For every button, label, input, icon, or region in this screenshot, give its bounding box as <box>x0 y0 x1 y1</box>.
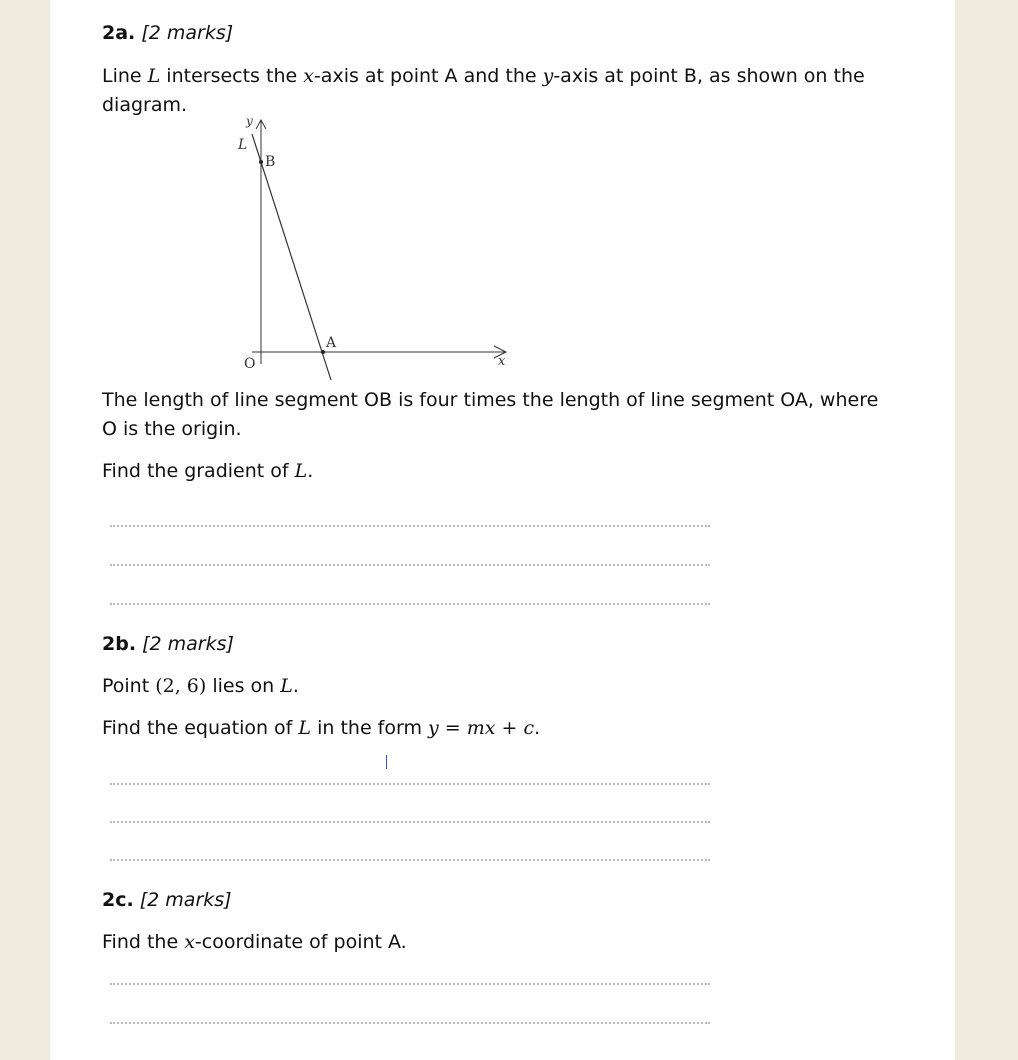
answer-line[interactable] <box>110 603 710 605</box>
answer-line[interactable] <box>110 525 710 527</box>
q2a-task <box>102 457 313 486</box>
q2a-header <box>102 22 233 44</box>
q2a-intro <box>102 62 865 91</box>
text: . <box>292 675 299 697</box>
q2b-number: 2b. <box>102 633 137 655</box>
q2c-marks: [2 marks] <box>139 889 232 911</box>
answer-line[interactable] <box>110 564 710 566</box>
text: Point <box>102 675 156 697</box>
answer-line[interactable] <box>110 1022 710 1024</box>
answer-line[interactable] <box>110 859 710 861</box>
label-B: B <box>265 154 276 170</box>
text: -coordinate of point A. <box>194 931 407 953</box>
math-L: L <box>147 65 161 87</box>
q2b-task <box>102 714 540 743</box>
text: Find the <box>102 931 185 953</box>
line-L <box>252 134 331 380</box>
text: Line <box>102 65 148 87</box>
answer-line[interactable] <box>110 983 710 985</box>
text: -axis at point B, as shown on the <box>553 65 865 87</box>
math-L: L <box>280 675 293 697</box>
text: . <box>307 460 314 482</box>
text: . <box>534 717 541 739</box>
q2b-header <box>102 633 234 655</box>
math-point: (2, 6) <box>155 675 207 697</box>
line-diagram <box>230 112 530 384</box>
q2a-intro-line2: diagram. <box>102 94 188 116</box>
q2c-task <box>102 928 407 957</box>
label-L: L <box>238 137 248 153</box>
q2a-statement-line2: O is the origin. <box>102 418 242 440</box>
math-x: x <box>303 65 314 87</box>
point-B <box>259 160 263 164</box>
text: -axis at point A and the <box>313 65 543 87</box>
text: Find the equation of <box>102 717 299 739</box>
label-O: O <box>244 356 256 372</box>
q2a-statement-line1: The length of line segment OB is four times the length of line segment OA, where <box>102 389 879 411</box>
math-x: x <box>184 931 195 953</box>
q2b-point <box>102 672 299 701</box>
text: in the form <box>311 717 429 739</box>
label-x: x <box>498 354 506 369</box>
q2a-marks: [2 marks] <box>141 22 234 44</box>
q2b-marks: [2 marks] <box>142 633 234 655</box>
text: intersects the <box>160 65 304 87</box>
text: lies on <box>206 675 281 697</box>
text-cursor <box>386 755 387 769</box>
math-L: L <box>294 460 308 482</box>
answer-line[interactable] <box>110 783 710 785</box>
math-L: L <box>298 717 312 739</box>
question-page <box>50 0 955 1060</box>
math-equation: y = mx + c <box>428 717 535 739</box>
point-A <box>321 350 325 354</box>
answer-line[interactable] <box>110 821 710 823</box>
label-y: y <box>246 114 253 128</box>
q2a-number: 2a. <box>102 22 136 44</box>
math-y: y <box>542 65 554 87</box>
q2c-number: 2c. <box>102 889 134 911</box>
text: Find the gradient of <box>102 460 295 482</box>
q2c-header <box>102 889 232 911</box>
label-A: A <box>326 335 337 351</box>
